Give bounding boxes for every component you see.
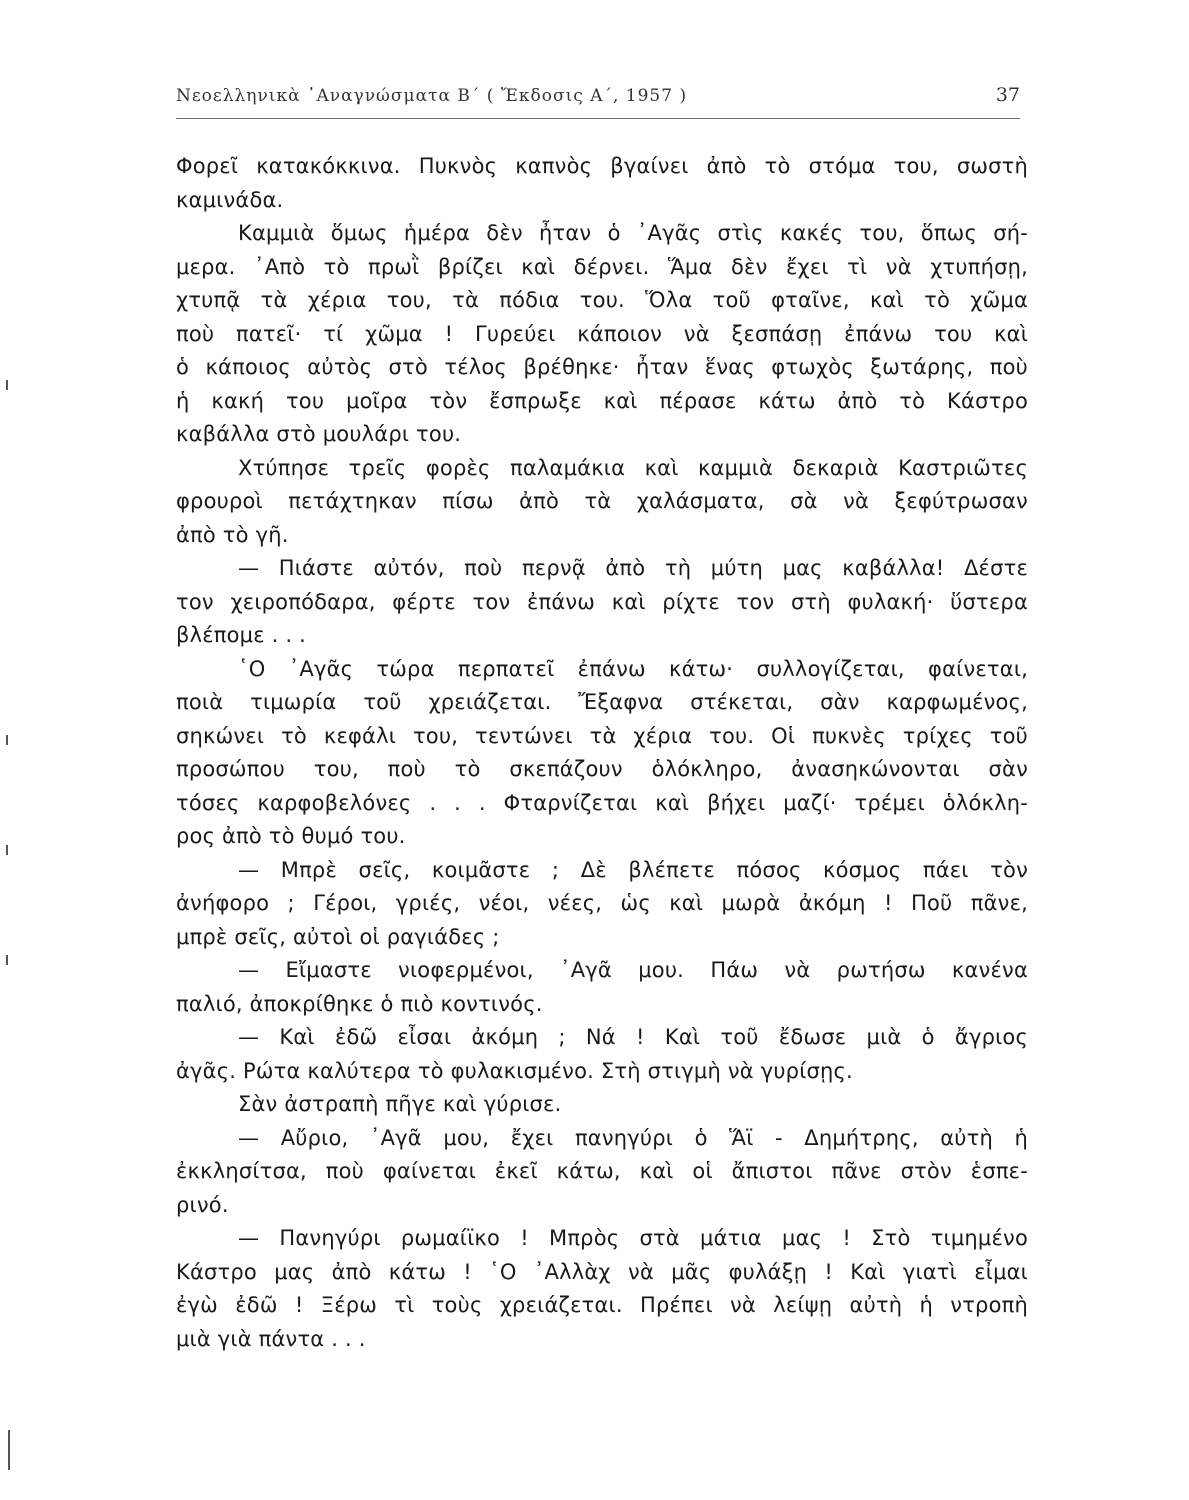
margin-mark: [8, 1430, 10, 1470]
text-line: τον χειροπόδαρα, φέρτε τον ἐπάνω καὶ ρίχτε τον στὴ φυλακή· ὕστερα: [176, 589, 1028, 614]
running-header: [176, 84, 1020, 119]
text-line: ὁ κάποιος αὐτὸς στὸ τέλος βρέθηκε· ἦταν ἕνας φτωχὸς ξωτάρης, ποὺ: [176, 355, 1028, 379]
text-line: μπρὲ σεῖς, αὐτοὶ οἱ ραγιάδες ;: [176, 924, 500, 949]
text-line: — Πιάστε αὐτόν, ποὺ περνᾷ ἀπὸ τὴ μύτη μας καβάλλα! Δέστε: [238, 556, 1028, 580]
text-line: Φορεῖ κατακόκκινα. Πυκνὸς καπνὸς βγαίνει ἀπὸ τὸ στόμα του, σωστὴ: [176, 154, 1028, 178]
page-number: 37: [995, 84, 1020, 106]
text-line: Καμμιὰ ὅμως ἡμέρα δὲν ἦταν ὁ ᾿Αγᾶς στὶς κακές του, ὅπως σή-: [238, 221, 1028, 245]
text-line: Κάστρο μας ἀπὸ κάτω ! ῾Ο ᾿Αλλὰχ νὰ μᾶς φυλάξῃ ! Καὶ γιατὶ εἶμαι: [176, 1259, 1028, 1284]
text-line: ρινό.: [176, 1192, 229, 1217]
text-line: ἐγὼ ἐδῶ ! Ξέρω τὶ τοὺς χρειάζεται. Πρέπει νὰ λείψῃ αὐτὴ ἡ ντροπὴ: [176, 1293, 1028, 1317]
text-line: — Εἴμαστε νιοφερμένοι, ᾿Αγᾶ μου. Πάω νὰ ρωτήσω κανένα: [238, 958, 1028, 982]
text-line: μερα. ᾿Απὸ τὸ πρωῒ βρίζει καὶ δέρνει. Ἅμα δὲν ἔχει τὶ νὰ χτυπήσῃ,: [176, 254, 1028, 279]
margin-mark: [6, 380, 8, 390]
text-line: καβάλλα στὸ μουλάρι του.: [176, 422, 462, 446]
text-line: ἀνήφορο ; Γέροι, γριές, νέοι, νέες, ὡς καὶ μωρὰ ἀκόμη ! Ποῦ πᾶνε,: [176, 891, 1028, 915]
margin-mark: [6, 845, 8, 855]
body-text: [176, 150, 1028, 1356]
text-line: — Αὔριο, ᾿Αγᾶ μου, ἔχει πανηγύρι ὁ Ἅϊ - Δημήτρης, αὐτὴ ἡ: [238, 1125, 1028, 1150]
text-line: ἀπὸ τὸ γῆ.: [176, 522, 289, 547]
text-line: ἐκκλησίτσα, ποὺ φαίνεται ἐκεῖ κάτω, καὶ οἱ ἄπιστοι πᾶνε στὸν ἑσπε-: [176, 1159, 1028, 1183]
text-line: ρος ἀπὸ τὸ θυμό του.: [176, 824, 406, 848]
text-line: χτυπᾷ τὰ χέρια του, τὰ πόδια του. Ὅλα τοῦ φταῖνε, καὶ τὸ χῶμα: [176, 288, 1028, 312]
text-line: Σὰν ἀστραπὴ πῆγε καὶ γύρισε.: [238, 1092, 562, 1116]
text-line: Χτύπησε τρεῖς φορὲς παλαμάκια καὶ καμμιὰ δεκαριὰ Καστριῶτες: [238, 455, 1028, 480]
text-line: τόσες καρφοβελόνες . . . Φταρνίζεται καὶ βήχει μαζί· τρέμει ὁλόκλη-: [176, 790, 1028, 815]
text-line: προσώπου του, ποὺ τὸ σκεπάζουν ὁλόκληρο, ἀνασηκώνονται σὰν: [176, 757, 1028, 781]
text-line: ποὺ πατεῖ· τί χῶμα ! Γυρεύει κάποιον νὰ ξεσπάσῃ ἐπάνω του καὶ: [176, 321, 1028, 346]
text-line: ποιὰ τιμωρία τοῦ χρειάζεται. Ἔξαφνα στέκεται, σὰν καρφωμένος,: [176, 690, 1028, 714]
text-line: ῾Ο ᾿Αγᾶς τώρα περπατεῖ ἐπάνω κάτω· συλλογίζεται, φαίνεται,: [238, 656, 1028, 681]
text-line: ἡ κακή του μοῖρα τὸν ἔσπρωξε καὶ πέρασε κάτω ἀπὸ τὸ Κάστρο: [176, 388, 1028, 413]
text-line: — Καὶ ἐδῶ εἶσαι ἀκόμη ; Νά ! Καὶ τοῦ ἔδωσε μιὰ ὁ ἄγριος: [238, 1025, 1028, 1049]
text-line: — Μπρὲ σεῖς, κοιμᾶστε ; Δὲ βλέπετε πόσος κόσμος πάει τὸν: [238, 857, 1028, 882]
text-line: — Πανηγύρι ρωμαίϊκο ! Μπρὸς στὰ μάτια μας ! Στὸ τιμημένο: [238, 1226, 1028, 1250]
text-line: παλιό, ἀποκρίθηκε ὁ πιὸ κοντινός.: [176, 991, 543, 1016]
text-line: καμινάδα.: [176, 187, 284, 212]
text-line: μιὰ γιὰ πάντα . . .: [176, 1326, 366, 1351]
text-line: βλέπομε . . .: [176, 623, 307, 647]
text-line: φρουροὶ πετάχτηκαν πίσω ἀπὸ τὰ χαλάσματα, σὰ νὰ ξεφύτρωσαν: [176, 489, 1028, 513]
header-title: Νεοελληνικὰ ᾿Αναγνώσματα Β΄ ( Ἔκδοσις Α΄, 1957 ): [176, 86, 688, 106]
text-line: ἀγᾶς. Ρώτα καλύτερα τὸ φυλακισμένο. Στὴ στιγμὴ νὰ γυρίσῃς.: [176, 1058, 853, 1083]
margin-mark: [6, 735, 8, 745]
text-line: σηκώνει τὸ κεφάλι του, τεντώνει τὰ χέρια του. Οἱ πυκνὲς τρίχες τοῦ: [176, 723, 1028, 748]
margin-mark: [6, 955, 8, 965]
